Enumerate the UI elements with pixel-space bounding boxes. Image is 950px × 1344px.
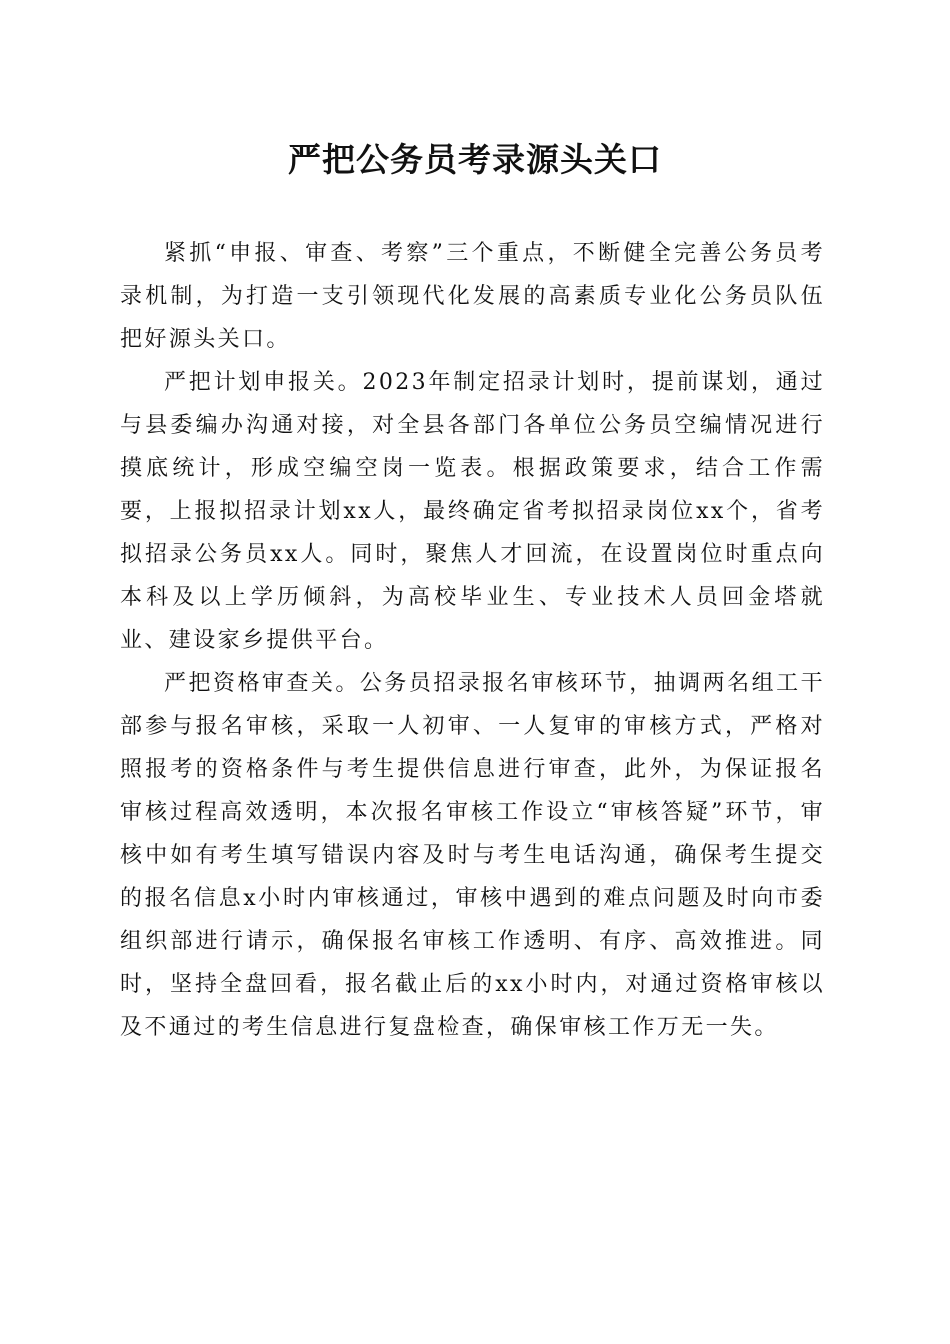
- paragraph-qualification-review: 严把资格审查关。公务员招录报名审核环节，抽调两名组工干部参与报名审核，采取一人初审、一人复审的审核方式，严格对照报考的资格条件与考生提供信息进行审查，此外，为保证报名审核过程高效透明，本次报名审核工作设立“审核答疑”环节，审核中如有考生填写错误内容及时与考生电话沟通，确保考生提交的报名信息x小时内审核通过，审核中遇到的难点问题及时向市委组织部进行请示，确保报名审核工作透明、有序、高效推进。同时，坚持全盘回看，报名截止后的xx小时内，对通过资格审核以及不通过的考生信息进行复盘检查，确保审核工作万无一失。: [120, 671, 825, 1040]
- paragraph-intro: 紧抓“申报、审查、考察”三个重点，不断健全完善公务员考录机制，为打造一支引领现代化发展的高素质专业化公务员队伍把好源头关口。: [120, 241, 825, 352]
- paragraph-plan-declaration: 严把计划申报关。2023年制定招录计划时，提前谋划，通过与县委编办沟通对接，对全县各部门各单位公务员空编情况进行摸底统计，形成空编空岗一览表。根据政策要求，结合工作需要，上报拟招录计划xx人，最终确定省考拟招录岗位xx个，省考拟招录公务员xx人。同时，聚焦人才回流，在设置岗位时重点向本科及以上学历倾斜，为高校毕业生、专业技术人员回金塔就业、建设家乡提供平台。: [120, 370, 825, 653]
- document-title: 严把公务员考录源头关口: [288, 140, 662, 179]
- document-body: [120, 232, 825, 1049]
